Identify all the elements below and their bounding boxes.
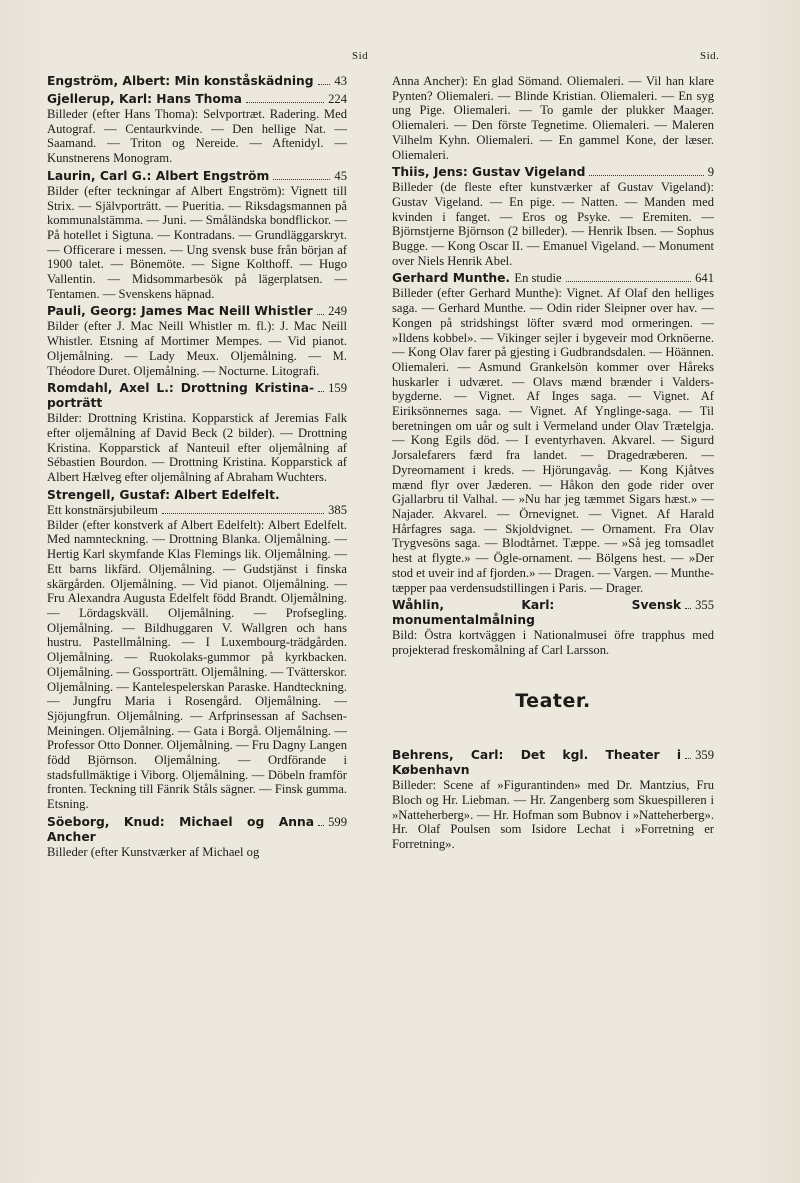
- entry-body: Bilder: Drottning Kristina. Kopparstick af Jeremias Falk efter oljemålning af David Beck (2 bilder). — Drottning Kristina. Kopparstick af Nanteuil efter oljemålning af Sébastien Bourdon. — Drottning Kristina. Kopparstick af Albert Hælveg efter oljemålning af Abraham Wuchters.: [47, 411, 347, 485]
- dot-leader: [318, 391, 324, 392]
- entry-heading: [392, 598, 714, 628]
- entry-heading: [47, 304, 347, 319]
- entry-title: Gjellerup, Karl: Hans Thoma: [47, 92, 242, 106]
- entry-body: Billeder: Scene af »Figurantinden» med Dr. Mantzius, Fru Bloch og Hr. Liebman. — Hr. Zangenberg som Skuespilleren i »Natteherberg». — Hr. Hofman som Bubnov i »Natteherberg». Hr. Olaf Poulsen som Isidore Lechat i »Forretning er Forretning».: [392, 778, 714, 852]
- entry-heading: [47, 169, 347, 184]
- index-entry: [392, 748, 714, 852]
- dot-leader: [685, 608, 691, 609]
- entry-heading: [47, 815, 347, 845]
- entry-body: Bild: Östra kortväggen i Nationalmusei öfre trapphus med projekterad freskomålning af Carl Larsson.: [392, 628, 714, 657]
- entry-page: 385: [328, 502, 347, 517]
- index-entry: [47, 304, 347, 378]
- entry-title: Söeborg, Knud: Michael og Anna Ancher: [47, 814, 315, 844]
- subentry-title-tail: En studie: [514, 271, 562, 286]
- dot-leader: [685, 758, 691, 759]
- entry-page: 224: [328, 92, 347, 106]
- page-column-label-left: Sid: [352, 50, 369, 62]
- entry-page: 159: [328, 381, 347, 396]
- entry-title: Behrens, Carl: Det kgl. Theater i København: [392, 748, 682, 778]
- index-entry: [47, 169, 347, 302]
- page-column-label-right: Sid.: [700, 50, 720, 62]
- entry-title: Pauli, Georg: James Mac Neill Whistler: [47, 304, 313, 319]
- entry-body: Bilder (efter konstverk af Albert Edelfelt): Albert Edelfelt. Med namnteckning. — Drottning Blanka. Oljemålning. — Hertig Karl skymfande Klas Flemings lik. Oljemålning. — Ett barns likfärd. Oljemålning. — Gudstjänst i finska skärgården. Oljemålning. — Vid pianot. Oljemålning. — Fru Alexandra Augusta Edelfelt född Brandt. Oljemålning. — Lördagskväll. Oljemålning. — Profsegling. Oljemålning. — Bildhuggaren V. Wallgren och hans hustru. Pastellmålning. — I Luxembourg-trädgården. Oljemålning. — Ruokolaks-gummor på kyrkbacken. Oljemålning. — Gossporträtt. Oljemålning. — Tvätterskor. Oljemålning. — Kantelespelerskan Paraske. Handteckning. — Jungfru Maria i Rosengård. Oljemålning. — Sjöjungfrun. Oljemålning. — Arfprinsessan af Sachsen-Meiningen. Oljemålning. — Gata i Borgå. Oljemålning. — Professor Otto Donner. Oljemålning. — Fru Dagny Langen född Björnson. Oljemålning. — Ordförande i stadsfullmäktige i Viborg. Oljemålning. — Döbeln framför fronten. Teckning till Fänrik Ståls sägner. — Finsk gumma. Etsning.: [47, 517, 347, 812]
- dot-leader: [589, 175, 703, 176]
- entry-heading: [392, 748, 714, 778]
- entry-title: Strengell, Gustaf: Albert Edelfelt.: [47, 487, 280, 502]
- index-entry: [47, 381, 347, 485]
- entry-title: Wåhlin, Karl: Svensk monumentalmålning: [392, 598, 682, 628]
- right-column: [392, 74, 714, 855]
- entry-page: 355: [695, 598, 714, 613]
- entry-heading: [47, 92, 347, 107]
- entry-body: Billeder (efter Gerhard Munthe): Vignet. Af Olaf den helliges saga. — Gerhard Munthe. — Odin rider Sleipner over hav. — Kongen på stridshingst löfter sværd mod ormeringen. — »Ildens kobbel». — Vikinger sejler i bygeveir mod Orknöerne. — Kong Olav farer på gjesting i Gudbrandsdalen. — Höännen. Oliemaleri. — Asmund Grankelsön kommer over Håreks huskarler i udværet. — Olavs mænd brænder i Valders-bygderne. — Vignet. Af Inges saga. — Vignet. Af Eiriksönnernes saga. — Vignet. Af Ynglinge-saga. — Til beretningen om uår og sult i Vermeland under Olav Trætelgja. — Kong Egils död. — I eventyrhaven. Akvarel. — Sigurd Jorsalefarers færd fra landet. — Dragedræberen. — Dyreornament i kreds. — Hjörungavåg. — Kong Kjåtves mænd flyr over Jæderen. — Håkon den gode rider over Gjallarbru til Valhal. — »Nu har jeg tæmmet Sigars hæst.» — Najader. Akvarel. — Örnevignet. — Vignet. Af Harald Hårfagres saga. — Skjoldvignet. — Ornament. Fra Olav Trygvesöns saga. — Blodtårnet. Tæppe. — »Så jeg tomsadlet hest at flygte.» — Ögle-ornament. — Bölgens hest. — »Der stod et uveir ind af fjorden.» — Dragen. — Vargen. — Munthe-tæpper paa verdensudstillingen i Paris. — Drager.: [392, 286, 715, 595]
- index-entry: [47, 92, 347, 166]
- entry-page: 9: [707, 165, 714, 180]
- entry-heading: [47, 503, 347, 518]
- entry-heading: [47, 74, 347, 89]
- dot-leader: [318, 84, 331, 85]
- entry-body: Billeder (de fleste efter kunstværker af Gustav Vigeland): Gustav Vigeland. — En pige. — Natten. — Manden med kvinden i fanget. — Eros og Psyke. — Eremiten. — Björnstjerne Björnson (2 billeder). — Henrik Ibsen. — Sophus Bugge. — Kong Oscar II. — Emanuel Vigeland. — Monument over Niels Henrik Abel.: [392, 180, 714, 268]
- entry-page: 45: [334, 168, 347, 183]
- section-heading-teater: Teater.: [515, 689, 591, 712]
- entry-title: [392, 271, 562, 286]
- dot-leader: [273, 179, 330, 180]
- entry-page: 249: [328, 304, 347, 319]
- entry-title: Romdahl, Axel L.: Drottning Kristina-porträtt: [47, 381, 315, 411]
- index-entry: [392, 598, 714, 657]
- entry-continuation: Anna Ancher): En glad Sömand. Oliemaleri. — Vil han klare Pynten? Oliemaleri. — Blinde Kristian. Oliemaleri. — En syg ung Pige. Oliemaleri. — To gamle der plukker Maager. Oliemaleri. — Den förste Tegnetime. Oliemaleri. — Maleren Vilhelm Kyhn. Oliemaleri. — En gammel Kone, der læser. Oliemaleri.: [392, 74, 714, 162]
- entry-heading: [392, 165, 714, 180]
- entry-title: Engström, Albert: Min konståskädning: [47, 74, 314, 88]
- dot-leader: [566, 281, 692, 282]
- subentry-title: Gerhard Munthe.: [392, 271, 511, 286]
- entry-page: 641: [695, 271, 714, 286]
- entry-body: Billeder (efter Hans Thoma): Selvportræt. Radering. Med Autograf. — Centaurkvinde. — Den hellige Nat. — Saamand. — Triton og Nereide. — Aftenidyl. — Kunstnerens Monogram.: [47, 107, 347, 166]
- index-entry: [47, 815, 347, 860]
- entry-body: Bilder (efter teckningar af Albert Engström): Vignett till Strix. — Självporträtt. — Pueritia. — Riksdagsmannen på kommunalstämma. — Juni. — Småländska bondflickor. — På hotellet i Sigtuna. — Kontradans. — Grundläggarskryt. — Officerare i messen. — Ung svensk buse från början af 1900 talet. — Bönemöte. — Signe Kolthoff. — Hugo Vallentin. — Midsommarbesök på lägerplatsen. — Tentamen. — Svenskens häpnad.: [47, 183, 347, 301]
- entry-heading: [47, 381, 347, 411]
- entry-heading: [392, 271, 714, 286]
- dot-leader: [246, 102, 324, 103]
- entry-title: Thiis, Jens: Gustav Vigeland: [392, 165, 586, 180]
- entry-page: 359: [695, 748, 714, 763]
- entry-title-tail: Ett konstnärsjubileum: [47, 502, 158, 517]
- entry-page: 599: [328, 814, 347, 829]
- entry-body: Bilder (efter J. Mac Neill Whistler m. fl.): J. Mac Neill Whistler. Etsning af Mortimer Mempes. — Vid pianot. Oljemålning. — Lady Meux. Oljemålning. — M. Théodore Duret. Oljemålning. — Nocturne. Litografi.: [47, 319, 347, 378]
- entry-title: Laurin, Carl G.: Albert Engström: [47, 168, 270, 183]
- index-entry: [47, 74, 347, 89]
- index-subentry: [392, 271, 714, 595]
- dot-leader: [162, 513, 324, 514]
- index-entry: [392, 165, 714, 268]
- dot-leader: [318, 825, 324, 826]
- entry-page: 43: [334, 74, 347, 88]
- entry-body: Billeder (efter Kunstværker af Michael og: [47, 844, 260, 859]
- dot-leader: [317, 314, 324, 315]
- left-column: [47, 74, 347, 863]
- index-entry: [47, 488, 347, 812]
